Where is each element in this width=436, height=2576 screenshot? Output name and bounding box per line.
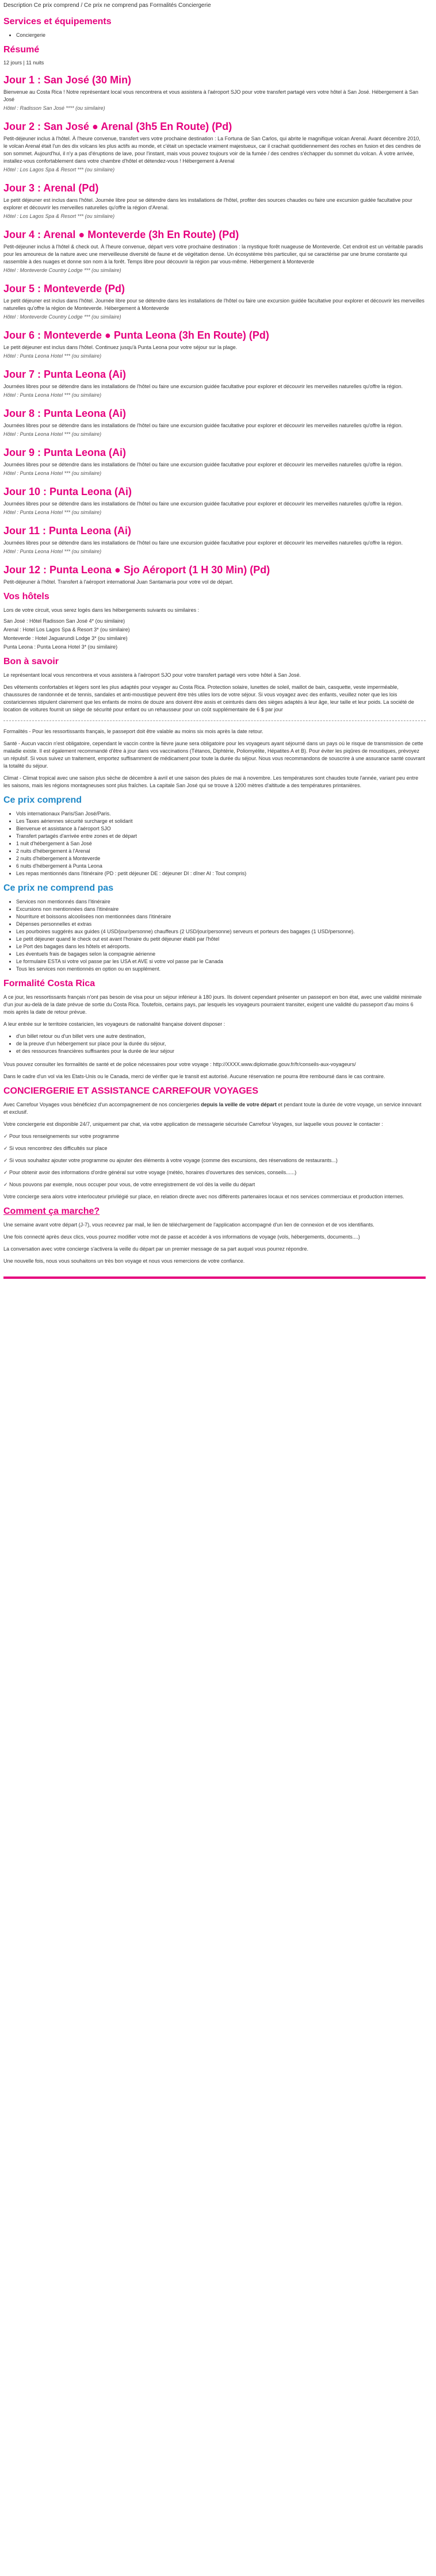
formalite-item: • d'un billet retour ou d'un billet vers une autre destination, bbox=[16, 1033, 426, 1040]
hotels-title: Vos hôtels bbox=[3, 592, 49, 601]
resume-duration: 12 jours | 11 nuits bbox=[3, 60, 44, 66]
day-description: Journées libres pour se détendre dans les installations de l'hôtel ou faire une excursion guidée facultative pour explorer et découvrir les merveilles naturelles qu'offre la région. bbox=[3, 501, 403, 507]
page bbox=[0, 0, 429, 1279]
formalite-p2: A leur entrée sur le territoire costaricien, les voyageurs de nationalité française doivent disposer : bbox=[3, 1021, 225, 1027]
list-item: • Les repas mentionnés dans l'itinéraire (PD : petit déjeuner DE : déjeuner DI : dîner AI : Tout compris) bbox=[16, 870, 426, 877]
day-hotel: Hôtel : Monteverde Country Lodge *** (ou similaire) bbox=[3, 314, 121, 320]
list-item: • Transfert partagés d'arrivée entre zones et de départ bbox=[16, 833, 426, 840]
itinerary-days bbox=[3, 74, 426, 586]
day-hotel: Hôtel : Punta Leona Hotel *** (ou similaire) bbox=[3, 470, 102, 476]
top-description-line: Description Ce prix comprend / Ce prix ne comprend pas Formalités Conciergerie bbox=[3, 2, 211, 9]
day-hotel: Hôtel : Los Lagos Spa & Resort *** (ou similaire) bbox=[3, 167, 115, 172]
day-description: Le petit déjeuner est inclus dans l'hôtel. Journée libre pour se détendre dans les installations de l'hôtel, profiter des sources chaudes ou faire une excursion guidée facultative pour explorer et découvrir les merveilles naturelles qu'offre la région d'Arenal. bbox=[3, 197, 412, 210]
list-item: • Les Taxes aériennes sécurité surcharge et solidarit bbox=[16, 818, 426, 825]
conciergerie-title: CONCIERGERIE ET ASSISTANCE CARREFOUR VOYAGES bbox=[3, 1086, 259, 1096]
day-description: Petit-déjeuner inclus à l'hôtel & check out. À l'heure convenue, départ vers votre prochaine destination : la mystique forêt nuageuse de Monteverde. Cet endroit est un véritable paradis pour les amoureux de la nature avec une merveilleuse diversité de faune et de végétation dense. Un écosystème très particulier, qui se caractérise par une brume constante qui rassemble à des nuages et donne son nom à la forêt. Temps libre pour découvrir la région par vous-même. Hébergement à Monteverde bbox=[3, 244, 423, 264]
list-item: • Vols internationaux Paris/San José/Paris. bbox=[16, 810, 426, 818]
day-description: Le petit déjeuner est inclus dans l'hôtel. Journée libre pour se détendre dans les installations de l'hôtel ou faire une excursion guidée facultative pour explorer et découvrir les merveilles naturelles qu'offre la région de Monteverde. Hébergement à Monteverde bbox=[3, 298, 424, 311]
day-hotel: Hôtel : Punta Leona Hotel *** (ou similaire) bbox=[3, 392, 102, 398]
day-hotel: Hôtel : Radisson San José **** (ou similaire) bbox=[3, 105, 105, 111]
bon-savoir-p1: Le représentant local vous rencontrera et vous assistera à l'aéroport SJO pour votre transfert partagé vers votre hôtel à San José. bbox=[3, 672, 301, 678]
conciergerie-p1 bbox=[3, 1101, 426, 1116]
day-hotel: Hôtel : Punta Leona Hotel *** (ou similaire) bbox=[3, 431, 102, 437]
day-description: Bienvenue au Costa Rica ! Notre représentant local vous rencontrera et vous assistera à l'aéroport SJO pour votre transfert partagé vers votre hôtel à San José. Hébergement à San José bbox=[3, 89, 419, 102]
day-hotel: Hôtel : Los Lagos Spa & Resort *** (ou similaire) bbox=[3, 213, 115, 219]
hotels-intro: Lors de votre circuit, vous serez logés dans les hébergements suivants ou similaires : bbox=[3, 607, 200, 613]
formalite-p3: Vous pouvez consulter les formalités de santé et de police nécessaires pour votre voyage : http://XXXX.www.diplomatie.gouv.fr/fr/conseils-aux-voyageurs/ bbox=[3, 1061, 356, 1067]
ne-comprend-list bbox=[3, 898, 426, 973]
day-title: Jour 7 : Punta Leona (Ai) bbox=[3, 369, 127, 380]
formalite-p1: A ce jour, les ressortissants français n'ont pas besoin de visa pour un séjour inférieur à 180 jours. Ils doivent cependant présenter un passeport en bon état, avec une validité minimale d'un jour au-delà de la date prévue de sortie du Costa Rica. Toutefois, certains pays, par lesquels les voyageurs pourraient transiter, exigent une validité du passeport d'au moins 6 mois après la date de retour prévue. bbox=[3, 994, 422, 1015]
list-item: • 6 nuits d'hébergement à Punta Leona bbox=[16, 862, 426, 870]
conciergerie-check-5: ✓ Nous pouvons par exemple, nous occuper pour vous, de votre enregistrement de vol dès la veille du départ bbox=[3, 1182, 255, 1187]
comment-title: Comment ça marche? bbox=[3, 1206, 100, 1216]
day-title: Jour 11 : Punta Leona (Ai) bbox=[3, 525, 132, 536]
services-list bbox=[3, 32, 426, 39]
list-item: • Le petit déjeuner quand le check out est avant l'horaire du petit déjeuner établi par l'hôtel bbox=[16, 936, 426, 943]
divider bbox=[3, 720, 426, 721]
formalite-p4: Dans le cadre d'un vol via les Etats-Unis ou le Canada, merci de vérifier que le transit est autorisé. Aucune réservation ne pourra être remboursé dans le cas contraire. bbox=[3, 1074, 385, 1079]
formalite-item: • et des ressources financières suffisantes pour la durée de leur séjour bbox=[16, 1048, 426, 1055]
day-hotel: Hôtel : Punta Leona Hotel *** (ou similaire) bbox=[3, 509, 102, 515]
list-item: • Services non mentionnés dans l'itinéraire bbox=[16, 898, 426, 906]
comment-p2: Une fois connecté après deux clics, vous pourrez modifier votre mot de passe et accéder à vos informations de voyage (vols, hébergements, documents....) bbox=[3, 1234, 360, 1240]
day-title: Jour 9 : Punta Leona (Ai) bbox=[3, 447, 127, 458]
day-title: Jour 5 : Monteverde (Pd) bbox=[3, 283, 125, 294]
ne-comprend-title: Ce prix ne comprend pas bbox=[3, 883, 114, 893]
formalite-item: • de la preuve d'un hébergement sur place pour la durée du séjour, bbox=[16, 1040, 426, 1048]
bon-savoir-sante: Santé - Aucun vaccin n'est obligatoire, cependant le vaccin contre la fièvre jaune sera obligatoire pour les voyageurs ayant séjourné dans un pays où le risque de transmission de cette maladie existe. Il est également recommandé d'être à jour dans vos vaccinations (Tétanos, Diphtérie, Poliomyélite, Hépatites A et B). Pour éviter les piqûres de moustiques, prévoyez un répulsif. Si vous suivez un traitement, emportez suffisamment de médicament pour toute la durée du séjour. Nous vous recommandons de souscrire à une assurance santé couvrant la totalité du séjour. bbox=[3, 741, 425, 769]
hotel-line: San José : Hôtel Radisson San José 4* (ou similaire) bbox=[3, 618, 125, 624]
hotel-line: Monteverde : Hotel Jaguarundi Lodge 3* (ou similaire) bbox=[3, 635, 128, 641]
list-item: • Tous les services non mentionnés en option ou en supplément. bbox=[16, 965, 426, 973]
day-title: Jour 3 : Arenal (Pd) bbox=[3, 182, 99, 194]
day-hotel: Hôtel : Punta Leona Hotel *** (ou similaire) bbox=[3, 549, 102, 554]
list-item: • 1 nuit d'hébergement à San José bbox=[16, 840, 426, 848]
list-item: • Excursions non mentionnées dans l'itinéraire bbox=[16, 906, 426, 913]
day-hotel: Hôtel : Punta Leona Hotel *** (ou similaire) bbox=[3, 353, 102, 359]
day-description: Petit-déjeuner inclus à l'hôtel. À l'heure convenue, transfert vers votre prochaine destination : La Fortuna de San Carlos, qui abrite le magnifique volcan Arenal. Avant décembre 2010, le volcan Arenal était l'un des dix volcans les plus actifs au monde, et c'était un spectacle vraiment majestueux, car il crachait quotidiennement des roches en fusion et des cendres de son sommet. Aujourd'hui, il n'y a pas d'éruptions de lave, pour l'instant, mais vous pouvez toujours voir de la fumée / des cendres s'échapper du sommet du volcan. À votre arrivée, installez-vous confortablement dans votre chambre d'hôtel et détendez-vous ! Hébergement à Arenal bbox=[3, 136, 421, 164]
footer-bar bbox=[3, 1276, 426, 1279]
day-description: Journées libres pour se détendre dans les installations de l'hôtel ou faire une excursion guidée facultative pour explorer et découvrir les merveilles naturelles qu'offre la région. bbox=[3, 540, 403, 546]
conciergerie-p3: Votre concierge sera alors votre interlocuteur privilégié sur place, en relation directe avec nos différents partenaires locaux et nos services commerciaux et production internes. bbox=[3, 1194, 404, 1199]
bon-savoir-climat: Climat - Climat tropical avec une saison plus sèche de décembre à avril et une saison des pluies de mai à novembre. Les températures sont chaudes toute l'année, variant peu entre les saisons, mais les régions montagneuses sont plus fraîches. La capitale San José qui se trouve à 1200 mètres d'altitude a des températures printanières. bbox=[3, 775, 419, 788]
day-description: Journées libres pour se détendre dans les installations de l'hôtel ou faire une excursion guidée facultative pour explorer et découvrir les merveilles naturelles qu'offre la région. bbox=[3, 384, 403, 389]
list-item: • Nourriture et boissons alcoolisées non mentionnées dans l'itinéraire bbox=[16, 913, 426, 921]
list-item: • Le Port des bagages dans les hôtels et aéroports. bbox=[16, 943, 426, 950]
conciergerie-p1c: et pendant toute la durée de votre voyage, un service innovant et exclusif. bbox=[3, 1102, 422, 1115]
day-hotel: Hôtel : Monteverde Country Lodge *** (ou similaire) bbox=[3, 267, 121, 273]
comprend-list bbox=[3, 810, 426, 877]
resume-title: Résumé bbox=[3, 45, 40, 55]
hotel-line: Punta Leona : Punta Leona Hotel 3* (ou similaire) bbox=[3, 644, 118, 650]
conciergerie-check-4: ✓ Pour obtenir avoir des informations d'ordre général sur votre voyage (météo, horaires d'ouvertures des services, conseils......) bbox=[3, 1170, 297, 1175]
day-title: Jour 1 : San José (30 Min) bbox=[3, 74, 132, 86]
services-title: Services et équipements bbox=[3, 17, 112, 26]
list-item: • Les éventuels frais de bagages selon la compagnie aérienne bbox=[16, 950, 426, 958]
list-item: • Le formulaire ESTA si votre vol passe par les USA et AVE si votre vol passe par le Canada bbox=[16, 958, 426, 965]
conciergerie-check-3: ✓ Si vous souhaitez ajouter votre programme ou ajouter des éléments à votre voyage (comme des excursions, des réservations de restaurants...) bbox=[3, 1157, 338, 1163]
formalite-title: Formalité Costa Rica bbox=[3, 979, 95, 988]
bon-savoir-p2: Des vêtements confortables et légers sont les plus adaptés pour voyager au Costa Rica. Protection solaire, lunettes de soleil, maillot de bain, casquette, veste imperméable, chaussures de randonnée et de tennis, sandales et anti-moustique peuvent être très utiles lors de votre séjour. Si vous voyagez avec des enfants, veuillez noter que les lois costariciennes stipulent clairement que les enfants de moins de douze ans doivent être assis et ceinturés dans des sièges adaptés à leur âge, leur taille et leur poids. La société de location de voitures fournit un siège de sécurité pour enfant ou un rehausseur pour un coût supplémentaire de 6 $ par jour bbox=[3, 684, 414, 712]
hotel-line: Arenal : Hotel Los Lagos Spa & Resort 3* (ou similaire) bbox=[3, 627, 130, 632]
comment-p3: La conversation avec votre concierge s'activera la veille du départ par un premier message de sa part auquel vous pourrez répondre. bbox=[3, 1246, 309, 1252]
conciergerie-p1b: depuis la veille de votre départ bbox=[201, 1102, 277, 1107]
conciergerie-check-2: ✓ Si vous rencontrez des difficultés sur place bbox=[3, 1145, 108, 1151]
list-item: • Les pourboires suggérés aux guides (4 USD/jour/personne) chauffeurs (2 USD/jour/personne) serveurs et porteurs des bagages (1 USD/personne). bbox=[16, 928, 426, 936]
day-title: Jour 8 : Punta Leona (Ai) bbox=[3, 408, 127, 419]
day-title: Jour 6 : Monteverde ● Punta Leona (3h En Route) (Pd) bbox=[3, 329, 269, 341]
bon-savoir-formalites: Formalités - Pour les ressortissants français, le passeport doit être valable au moins six mois après la date retour. bbox=[3, 729, 263, 734]
day-title: Jour 4 : Arenal ● Monteverde (3h En Route) (Pd) bbox=[3, 229, 239, 240]
list-item: • Dépenses personnelles et extras bbox=[16, 921, 426, 928]
list-item: • 2 nuits d'hébergement à l'Arenal bbox=[16, 848, 426, 855]
conciergerie-p2: Votre conciergerie est disponible 24/7, uniquement par chat, via votre application de messagerie sécurisée Carrefour Voyages, sur laquelle vous pouvez le contacter : bbox=[3, 1121, 383, 1127]
conciergerie-check-1: ✓ Pour tous renseignements sur votre programme bbox=[3, 1133, 120, 1139]
hotels-section bbox=[3, 607, 426, 651]
day-description: Le petit déjeuner est inclus dans l'hôtel. Continuez jusqu'à Punta Leona pour votre séjour sur la plage. bbox=[3, 344, 238, 350]
comprend-title: Ce prix comprend bbox=[3, 795, 82, 805]
formalite-list bbox=[3, 1033, 426, 1055]
comment-p4: Une nouvelle fois, nous vous souhaitons un très bon voyage et nous vous remercions de votre confiance. bbox=[3, 1258, 245, 1264]
day-title: Jour 12 : Punta Leona ● Sjo Aéroport (1 H 30 Min) (Pd) bbox=[3, 564, 270, 576]
conciergerie-p1a: Avec Carrefour Voyages vous bénéficiez d'un accompagnement de nos conciergeries bbox=[3, 1102, 201, 1107]
day-description: Journées libres pour se détendre dans les installations de l'hôtel ou faire une excursion guidée facultative pour explorer et découvrir les merveilles naturelles qu'offre la région. bbox=[3, 462, 403, 467]
comment-p1: Une semaine avant votre départ (J-7), vous recevrez par mail, le lien de téléchargement de l'application accompagné d'un lien de connexion et de vos identifiants. bbox=[3, 1222, 374, 1228]
day-description: Petit-déjeuner à l'hôtel. Transfert à l'aéroport international Juan Santamaría pour votre vol de départ. bbox=[3, 579, 234, 585]
list-item: • Bienvenue et assistance à l'aéroport SJO bbox=[16, 825, 426, 833]
bon-savoir-title: Bon à savoir bbox=[3, 657, 59, 666]
day-description: Journées libres pour se détendre dans les installations de l'hôtel ou faire une excursion guidée facultative pour explorer et découvrir les merveilles naturelles qu'offre la région. bbox=[3, 423, 403, 428]
day-title: Jour 2 : San José ● Arenal (3h5 En Route) (Pd) bbox=[3, 121, 232, 132]
list-item: • 2 nuits d'hébergement à Monteverde bbox=[16, 855, 426, 862]
services-item: • Conciergerie bbox=[16, 32, 426, 39]
day-title: Jour 10 : Punta Leona (Ai) bbox=[3, 486, 132, 497]
